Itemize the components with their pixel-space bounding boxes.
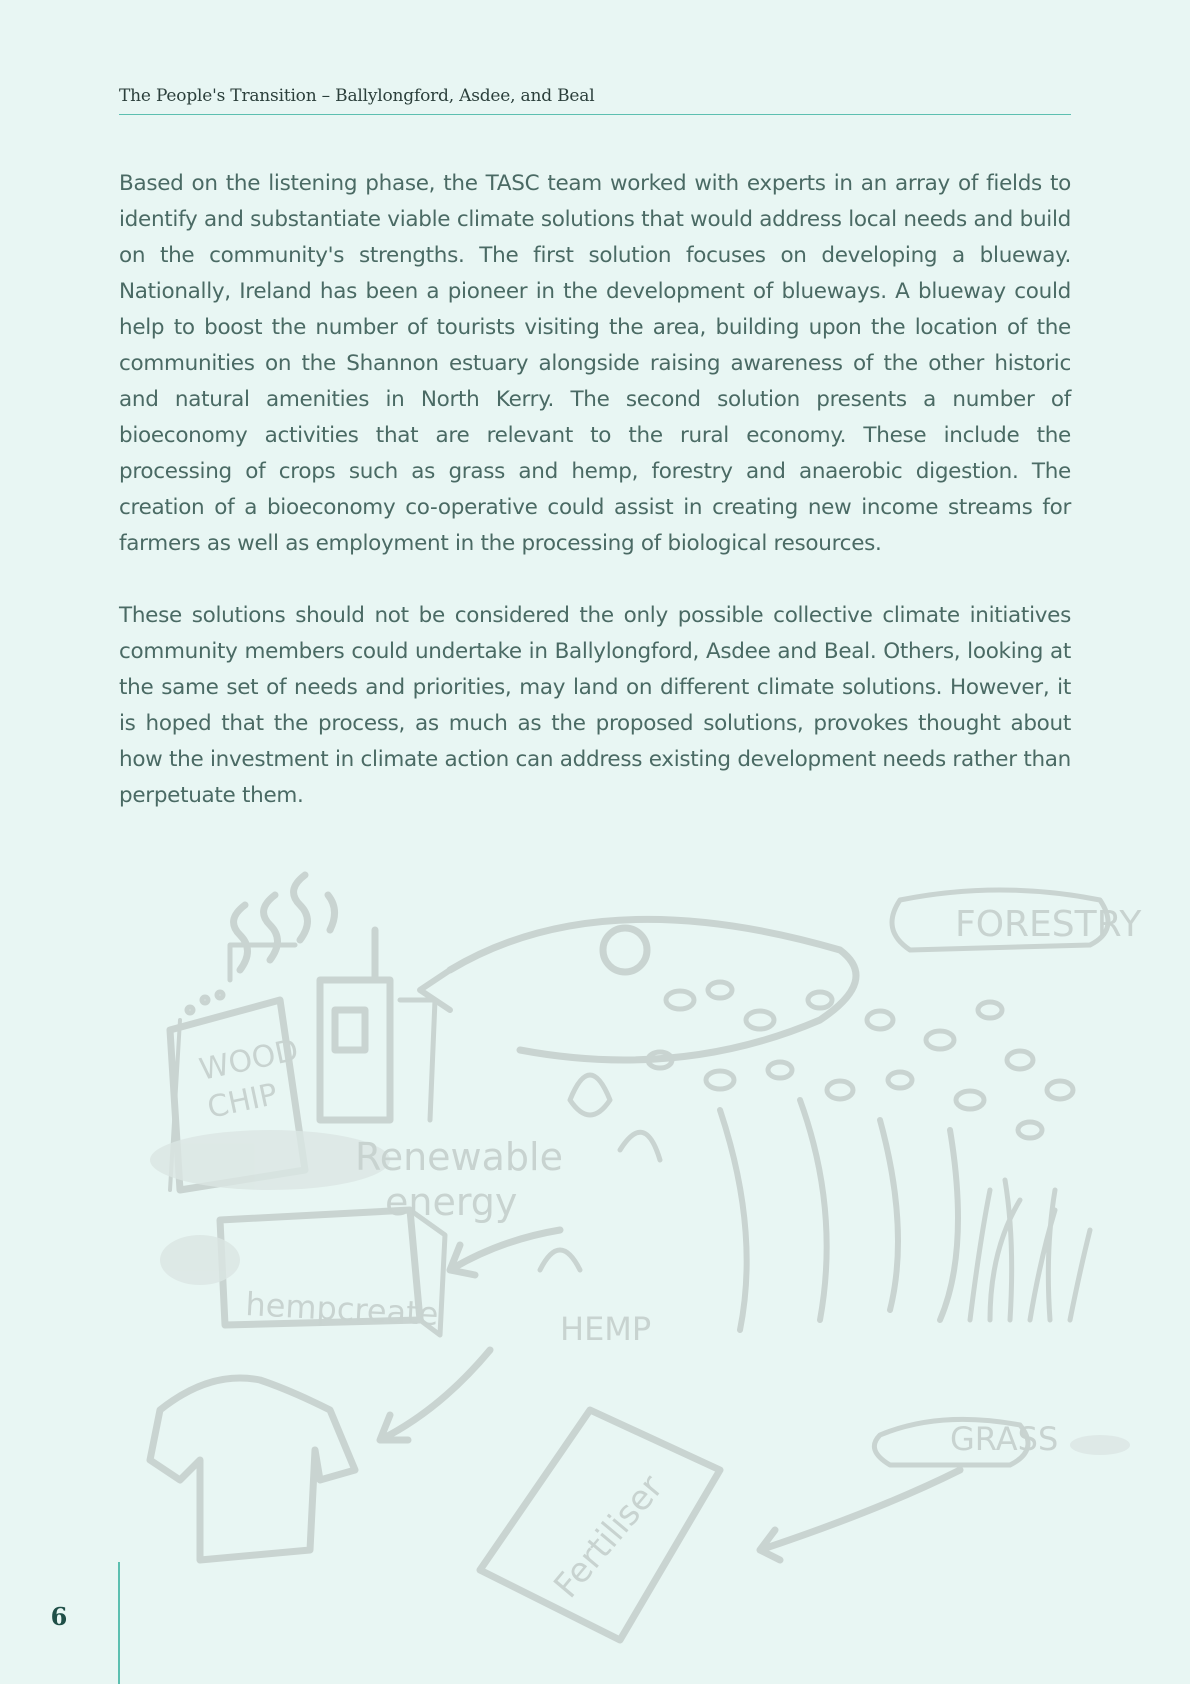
grass-blades (970, 1180, 1090, 1320)
forestry-foliage (648, 982, 1073, 1138)
running-header: The People's Transition – Ballylongford, Asdee, and Beal (119, 86, 1071, 115)
clothing-shape (150, 1378, 355, 1560)
renewable-energy-label-2: energy (385, 1180, 518, 1224)
wood-chip-label-2: CHIP (204, 1076, 281, 1126)
steam-swirls (234, 875, 335, 970)
wood-chip-label-1: WOOD (196, 1032, 302, 1088)
renewable-energy-label-1: Renewable (355, 1135, 563, 1179)
grass-label: GRASS (950, 1420, 1059, 1458)
water-body-shape (450, 919, 856, 1060)
fertiliser-label: Fertiliser (546, 1467, 672, 1606)
paragraph-2: These solutions should not be considered the only possible collective climate initiatives community members could undertake in Ballylongford, Asdee and Beal. Others, looking at the same set of needs and priorities, may land on different climate solutions. However, it is hoped that the process, as much as the proposed solutions, provokes thought about how the investment in climate action can address existing development needs rather than perpetuate them. (119, 603, 1071, 808)
tree-trunks (720, 1100, 958, 1330)
arrow-to-fertiliser (760, 1470, 960, 1560)
arrow-to-clothing (380, 1350, 490, 1440)
body-text (119, 166, 1071, 850)
hemp-label: HEMP (560, 1310, 652, 1348)
hempcreate-label: hempcreate (244, 1285, 440, 1334)
wood-chip-dots (187, 992, 223, 1013)
footer-rule (118, 1562, 120, 1684)
paragraph-1: Based on the listening phase, the TASC team worked with experts in an array of fields to identify and substantiate viable climate solutions that would address local needs and build on the community's strengths. The first solution focuses on developing a blueway. Nationally, Ireland has been a pioneer in the development of blueways. A blueway could help to boost the number of tourists visiting the area, building upon the location of the communities on the Shannon estuary alongside raising awareness of the other historic and natural amenities in North Kerry. The second solution presents a number of bioeconomy activities that are relevant to the rural economy. These include the processing of crops such as grass and hemp, forestry and anaerobic digestion. The creation of a bioeconomy co-operative could assist in creating new income streams for farmers as well as employment in the processing of biological resources. (119, 171, 1071, 556)
bioeconomy-illustration (120, 850, 1170, 1684)
bioeconomy-sketch (120, 850, 1170, 1684)
energy-unit-shape (320, 930, 390, 1120)
page-number: 6 (50, 1602, 68, 1631)
forestry-label: FORESTRY (955, 904, 1142, 945)
